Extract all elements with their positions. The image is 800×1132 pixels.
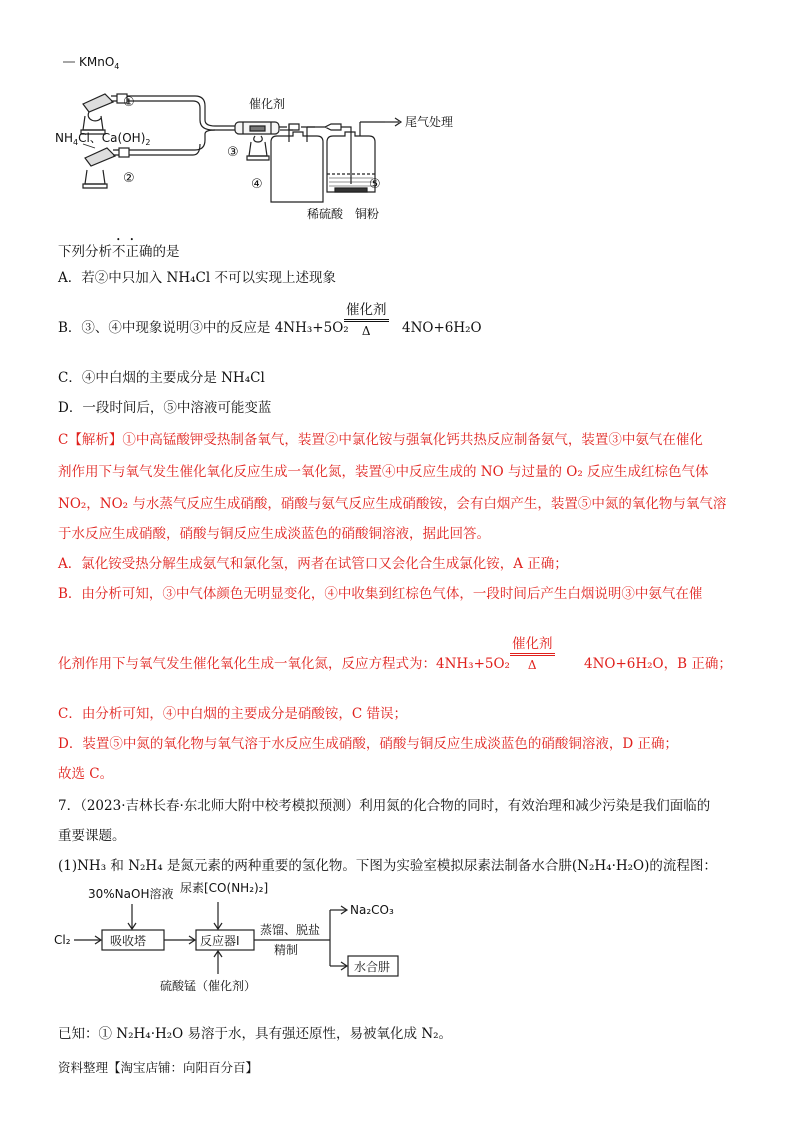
- reactor-label: 反应器I: [200, 934, 240, 948]
- catalyst-word: 催化剂: [344, 298, 389, 322]
- answer-delta-sign: Δ: [527, 658, 537, 672]
- hydrazine-label: 水合肼: [354, 960, 391, 974]
- cl2-label: Cl₂: [54, 933, 71, 947]
- footer-note: 资料整理【淘宝店铺：向阳百分百】: [58, 1060, 259, 1075]
- answer-option-a: A．氯化铵受热分解生成氨气和氯化氢，两者在试管口又会化合生成氯化铵，A 正确；: [58, 556, 568, 572]
- option-b-reaction-condition: [344, 298, 389, 338]
- question-prompt: [58, 236, 180, 262]
- label-n1: ①: [123, 95, 135, 110]
- answer-reaction-condition: [510, 632, 555, 672]
- answer-line-1: C【解析】①中高锰酸钾受热制备氧气，装置②中氯化铵与强氧化钙共热反应制备氨气，装置③中氨气在催化: [58, 432, 703, 448]
- kmno4-label: KMnO$_4$: [79, 55, 120, 71]
- delta-sign: Δ: [361, 324, 371, 338]
- mnso4-label: 硫酸锰（催化剂）: [160, 979, 257, 993]
- prompt-part-c: 确的是: [139, 244, 180, 260]
- option-b-text: B．③、④中现象说明③中的反应是 4NH₃+5O₂: [58, 320, 349, 336]
- na2co3-label: Na₂CO₃: [350, 903, 394, 917]
- absorber-label: 吸收塔: [110, 934, 147, 948]
- label-n2: ②: [123, 171, 135, 186]
- tail-gas-label: 尾气处理: [405, 115, 454, 129]
- answer-choice: 故选 C。: [58, 766, 114, 782]
- flow-chart: [52, 876, 412, 996]
- dilute-acid-label: 稀硫酸: [307, 207, 344, 221]
- label-n5: ⑤: [369, 177, 381, 192]
- answer-line-3: NO₂，NO₂ 与水蒸气反应生成硝酸，硝酸与氨气反应生成硝酸铵，会有白烟产生，装置⑤中氮的氧化物与氧气溶: [58, 496, 727, 512]
- known-info: 已知：① N₂H₄·H₂O 易溶于水，具有强还原性，易被氧化成 N₂。: [58, 1026, 453, 1042]
- answer-option-d: D．装置⑤中氮的氧化物与氧气溶于水反应生成硝酸，硝酸与铜反应生成淡蓝色的硝酸铜溶液，D 正确；: [58, 736, 678, 752]
- label-n4: ④: [251, 177, 263, 192]
- naoh-label: 30%NaOH溶液: [88, 887, 174, 901]
- option-b: [58, 318, 349, 338]
- answer-option-c: C．由分析可知，④中白烟的主要成分是硝酸铵，C 错误；: [58, 706, 407, 722]
- refine-label: 精制: [274, 943, 299, 957]
- answer-option-b-1: B．由分析可知，③中气体颜色无明显变化，④中收集到红棕色气体，一段时间后产生白烟说明③中氨气在催: [58, 586, 703, 602]
- copper-label: 铜粉: [355, 207, 380, 221]
- answer-catalyst-word: 催化剂: [510, 632, 555, 656]
- q7-line-1: 7．（2023·吉林长春·东北师大附中校考模拟预测）利用氮的化合物的同时，有效治理和减少污染是我们面临的: [58, 798, 711, 814]
- prompt-part-a: 下列分析: [58, 244, 112, 260]
- prompt-emphasis: 不正: [112, 244, 139, 260]
- answer-line-4: 于水反应生成硝酸，硝酸与铜反应生成淡蓝色的硝酸铜溶液，据此回答。: [58, 526, 490, 542]
- q7-line-2: 重要课题。: [58, 828, 126, 844]
- nh4cl-label: $NH_4Cl$、$Ca(OH)_2$: [55, 131, 151, 147]
- label-n3: ③: [227, 145, 239, 160]
- option-c: C．④中白烟的主要成分是 NH₄Cl: [58, 370, 265, 386]
- option-b-products: 4NO+6H₂O: [402, 320, 482, 336]
- answer-option-b-products: 4NO+6H₂O，B 正确；: [584, 656, 732, 672]
- q7-line-3: (1)NH₃ 和 N₂H₄ 是氮元素的两种重要的氢化物。下图为实验室模拟尿素法制备水合肼(N₂H₄·H₂O)的流程图：: [58, 858, 717, 874]
- option-d: D．一段时间后，⑤中溶液可能变蓝: [58, 400, 272, 416]
- option-a: A．若②中只加入 NH₄Cl 不可以实现上述现象: [58, 270, 336, 286]
- answer-option-b-2: 化剂作用下与氧气发生催化氧化生成一氧化氮，反应方程式为：4NH₃+5O₂: [58, 656, 510, 672]
- catalyst-label: 催化剂: [249, 97, 286, 111]
- apparatus-figure: [55, 52, 455, 227]
- answer-line-2: 剂作用下与氧气发生催化氧化反应生成一氧化氮，装置④中反应生成的 NO 与过量的 O₂ 反应生成红棕色气体: [58, 464, 709, 480]
- urea-label: 尿素[CO(NH₂)₂]: [180, 881, 269, 895]
- distill-label: 蒸馏、脱盐: [260, 923, 321, 937]
